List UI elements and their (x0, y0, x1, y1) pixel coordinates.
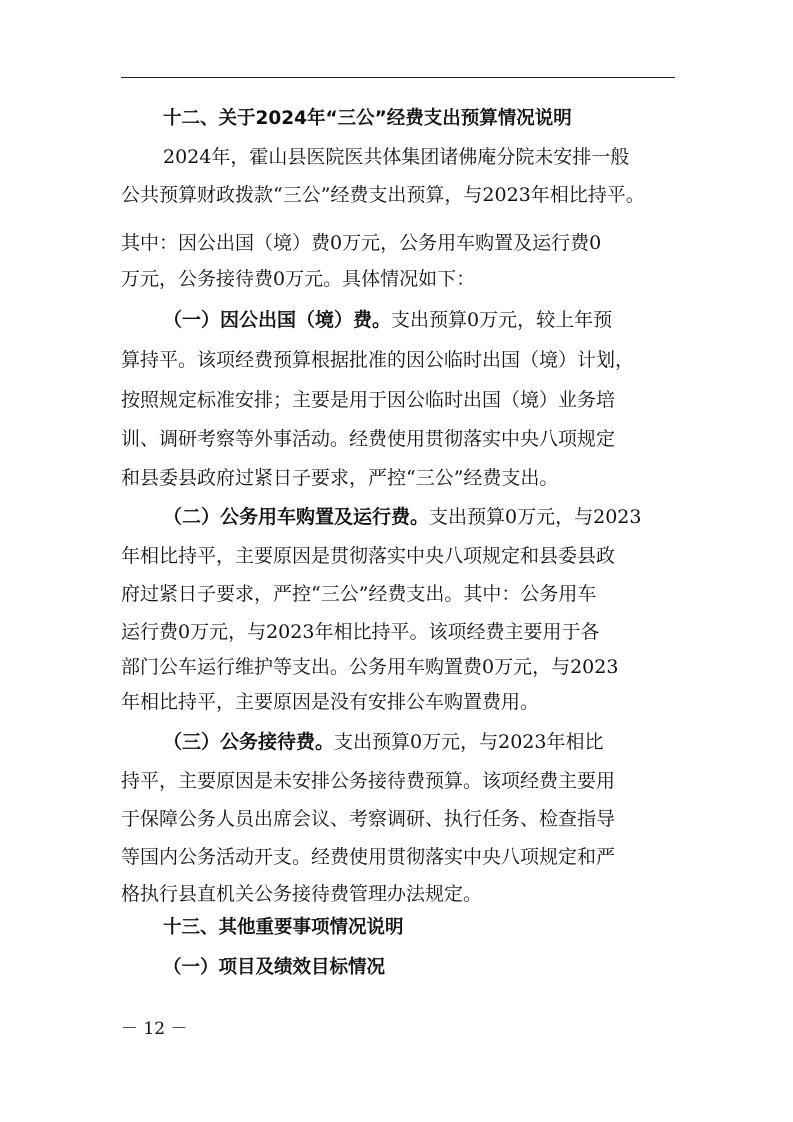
item-2-line: 部门公车运行维护等支出。公务用车购置费0万元，与2023 (121, 656, 619, 678)
item-3-line: 持平，主要原因是未安排公务接待费预算。该项经费主要用 (121, 770, 616, 792)
item-1-line: 按照规定标准安排；主要是用于因公临时出国（境）业务培 (121, 389, 616, 411)
item-1-line: 和县委县政府过紧日子要求，严控“三公”经费支出。 (121, 467, 559, 489)
item-1-text: 支出预算0万元，较上年预 (391, 309, 613, 331)
item-1-line: 训、调研考察等外事活动。经费使用贯彻落实中央八项规定 (121, 428, 616, 450)
header-rule (121, 77, 675, 78)
item-2-text: 支出预算0万元，与2023 (429, 506, 642, 528)
intro-line: 2024年，霍山县医院医共体集团诸佛庵分院未安排一般 (163, 146, 630, 168)
section-13-heading: 十三、其他重要事项情况说明 (163, 917, 404, 938)
page-number: － 12 － (121, 1019, 188, 1039)
section-13-subheading: （一）项目及绩效目标情况 (163, 957, 386, 978)
item-2-line: 年相比持平，主要原因是贯彻落实中央八项规定和县委县政 (121, 545, 616, 567)
item-1-first-line (163, 308, 612, 332)
intro-line: 其中：因公出国（境）费0万元，公务用车购置及运行费0 (121, 232, 602, 254)
item-1-line: 算持平。该项经费预算根据批准的因公临时出国（境）计划， (121, 349, 635, 371)
item-2-first-line (163, 505, 641, 529)
item-1-label: （一）因公出国（境）费。 (163, 309, 392, 331)
item-3-text: 支出预算0万元，与2023年相比 (334, 731, 604, 753)
section-12-heading: 十二、关于2024年“三公”经费支出预算情况说明 (163, 108, 572, 129)
item-2-line: 运行费0万元，与2023年相比持平。该项经费主要用于各 (121, 621, 600, 643)
item-2-label: （二）公务用车购置及运行费。 (163, 506, 430, 528)
item-3-first-line (163, 730, 603, 754)
item-3-line: 于保障公务人员出席会议、考察调研、执行任务、检查指导 (121, 808, 616, 830)
item-2-line: 府过紧日子要求，严控“三公”经费支出。其中：公务用车 (121, 583, 597, 605)
intro-line: 万元，公务接待费0万元。具体情况如下： (121, 268, 476, 290)
item-3-line: 等国内公务活动开支。经费使用贯彻落实中央八项规定和严 (121, 846, 616, 868)
intro-line: 公共预算财政拨款“三公”经费支出预算，与2023年相比持平。 (121, 184, 645, 206)
item-3-line: 格执行县直机关公务接待费管理办法规定。 (121, 883, 483, 905)
item-2-line: 年相比持平，主要原因是没有安排公车购置费用。 (121, 691, 540, 713)
item-3-label: （三）公务接待费。 (163, 731, 335, 753)
